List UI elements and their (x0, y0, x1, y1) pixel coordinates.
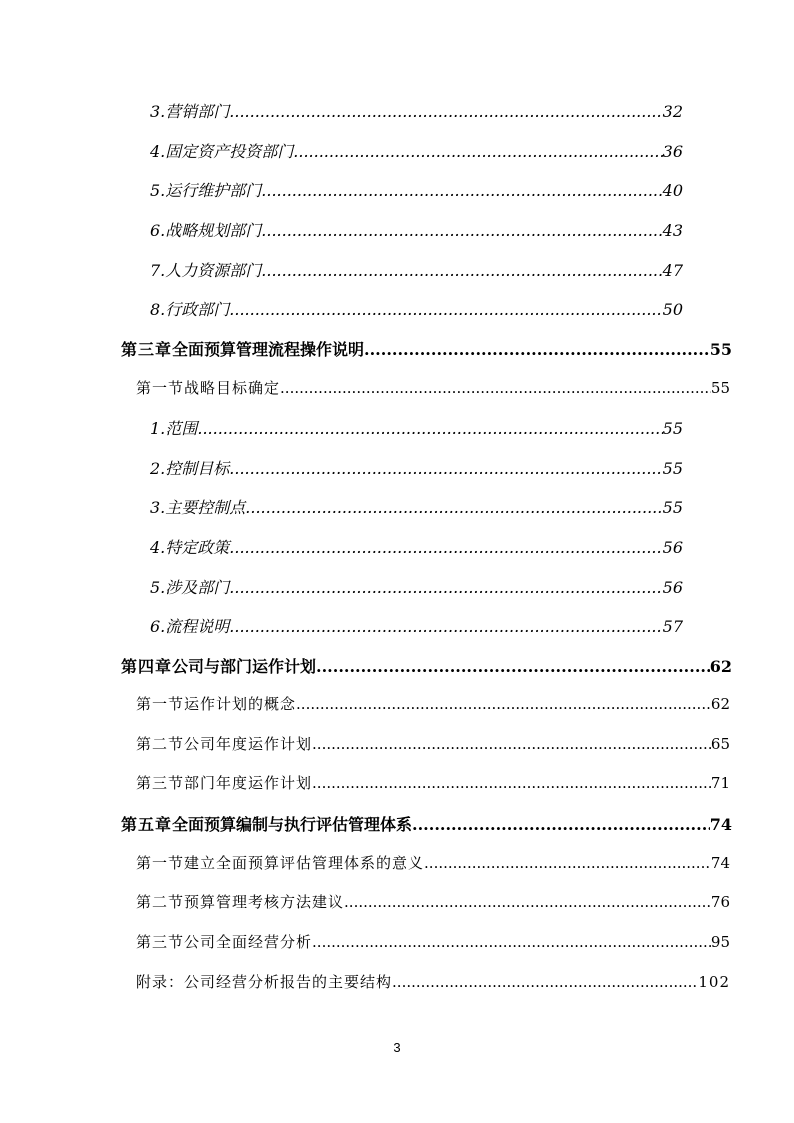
toc-entry-page: 55 (662, 459, 683, 478)
toc-appendix-title: 公司经营分析报告的主要结构 (184, 973, 393, 991)
toc-leader-dots (261, 261, 662, 280)
toc-entry-number: 6. (150, 221, 166, 240)
toc-leader-dots (392, 973, 698, 991)
toc-entry-number: 4. (150, 538, 166, 557)
toc-entry-title: 固定资产投资部门 (165, 142, 294, 161)
toc-leader-dots (412, 815, 710, 834)
toc-chapter-number: 第三章 (121, 340, 173, 359)
toc-entry-page: 95 (710, 933, 730, 951)
toc-entry-page: 40 (662, 181, 683, 200)
toc-entry[interactable] (150, 297, 683, 320)
toc-entry-page: 55 (710, 379, 730, 397)
toc-section-entry[interactable] (136, 733, 730, 754)
toc-section-entry[interactable] (136, 377, 730, 398)
toc-section-title: 部门年度运作计划 (184, 774, 313, 792)
toc-section-entry[interactable] (136, 931, 730, 952)
toc-section-title: 运作计划的概念 (184, 695, 297, 713)
toc-chapter-title: 全面预算管理流程操作说明 (172, 340, 365, 359)
toc-entry-number: 3. (150, 498, 166, 517)
toc-entry-page: 102 (698, 973, 730, 991)
toc-entry-page: 55 (662, 498, 683, 517)
toc-entry-page: 71 (710, 774, 730, 792)
toc-entry-page: 57 (662, 617, 683, 636)
toc-leader-dots (229, 578, 662, 597)
toc-chapter-number: 第五章 (121, 815, 173, 834)
toc-entry-number: 6. (150, 617, 166, 636)
toc-entry-page: 74 (710, 854, 730, 872)
toc-leader-dots (312, 735, 711, 753)
toc-entry-page: 47 (662, 261, 683, 280)
toc-section-number: 第三节 (136, 774, 185, 792)
toc-entry[interactable] (150, 614, 683, 637)
toc-section-number: 第三节 (136, 933, 185, 951)
toc-entry[interactable] (150, 416, 683, 439)
toc-entry[interactable] (150, 535, 683, 558)
toc-entry-title: 流程说明 (165, 617, 230, 636)
toc-entry[interactable] (150, 139, 683, 162)
toc-chapter-title: 全面预算编制与执行评估管理体系 (172, 815, 413, 834)
toc-entry-number: 5. (150, 578, 166, 597)
toc-entry-title: 范围 (165, 419, 198, 438)
toc-entry-page: 62 (710, 695, 730, 713)
toc-entry-number: 2. (150, 459, 166, 478)
toc-leader-dots (344, 893, 711, 911)
toc-entry-page: 56 (662, 578, 683, 597)
toc-entry-number: 1. (150, 419, 166, 438)
toc-leader-dots (312, 774, 711, 792)
toc-entry[interactable] (150, 456, 683, 479)
toc-section-title: 建立全面预算评估管理体系的意义 (184, 854, 425, 872)
toc-section-number: 第一节 (136, 854, 185, 872)
toc-section-number: 第一节 (136, 695, 185, 713)
toc-chapter-number: 第四章 (121, 657, 173, 676)
toc-leader-dots (245, 498, 662, 517)
toc-entry[interactable] (150, 495, 683, 518)
toc-entry-page: 76 (710, 893, 730, 911)
toc-entry-page: 50 (662, 300, 683, 319)
toc-chapter-title: 公司与部门运作计划 (172, 657, 317, 676)
toc-entry-title: 行政部门 (165, 300, 230, 319)
toc-section-entry[interactable] (136, 772, 730, 793)
toc-section-title: 预算管理考核方法建议 (184, 893, 345, 911)
toc-chapter-entry[interactable] (121, 654, 732, 677)
toc-entry-title: 运行维护部门 (165, 181, 262, 200)
toc-leader-dots (229, 102, 662, 121)
toc-entry-title: 控制目标 (165, 459, 230, 478)
toc-section-entry[interactable] (136, 852, 730, 873)
toc-entry-title: 营销部门 (165, 102, 230, 121)
toc-entry-title: 涉及部门 (165, 578, 230, 597)
toc-leader-dots (261, 181, 662, 200)
toc-entry-number: 8. (150, 300, 166, 319)
toc-entry-page: 55 (662, 419, 683, 438)
toc-entry-page: 55 (709, 340, 732, 359)
toc-entry-page: 32 (662, 102, 683, 121)
toc-entry-page: 74 (709, 815, 732, 834)
toc-section-entry[interactable] (136, 891, 730, 912)
toc-entry-number: 3. (150, 102, 166, 121)
toc-entry-page: 65 (710, 735, 730, 753)
toc-leader-dots (229, 617, 662, 636)
toc-entry-number: 5. (150, 181, 166, 200)
toc-entry-number: 4. (150, 142, 166, 161)
toc-leader-dots (364, 340, 710, 359)
toc-section-title: 公司全面经营分析 (184, 933, 313, 951)
toc-leader-dots (197, 419, 662, 438)
toc-leader-dots (316, 657, 710, 676)
toc-appendix-label: 附录： (136, 973, 185, 991)
toc-entry-page: 56 (662, 538, 683, 557)
page-number: 3 (393, 1040, 401, 1055)
toc-section-number: 第二节 (136, 735, 185, 753)
toc-appendix-entry[interactable] (136, 971, 730, 992)
toc-section-number: 第一节 (136, 379, 185, 397)
toc-section-number: 第二节 (136, 893, 185, 911)
toc-chapter-entry[interactable] (121, 337, 732, 360)
toc-entry[interactable] (150, 258, 683, 281)
toc-entry-title: 主要控制点 (165, 498, 246, 517)
toc-entry-title: 人力资源部门 (165, 261, 262, 280)
toc-leader-dots (293, 142, 662, 161)
toc-leader-dots (296, 695, 711, 713)
toc-leader-dots (229, 459, 662, 478)
toc-entry-page: 43 (662, 221, 683, 240)
toc-leader-dots (261, 221, 662, 240)
toc-entry-page: 62 (709, 657, 732, 676)
toc-leader-dots (280, 379, 711, 397)
toc-leader-dots (424, 854, 711, 872)
toc-section-title: 战略目标确定 (184, 379, 281, 397)
toc-entry[interactable] (150, 575, 683, 598)
toc-entry-number: 7. (150, 261, 166, 280)
toc-leader-dots (229, 300, 662, 319)
toc-entry[interactable] (150, 218, 683, 241)
toc-entry-title: 战略规划部门 (165, 221, 262, 240)
toc-entry[interactable] (150, 178, 683, 201)
toc-leader-dots (229, 538, 662, 557)
toc-section-entry[interactable] (136, 693, 730, 714)
toc-chapter-entry[interactable] (121, 812, 732, 835)
toc-leader-dots (312, 933, 711, 951)
toc-entry-title: 特定政策 (165, 538, 230, 557)
toc-entry-page: 36 (662, 142, 683, 161)
toc-entry[interactable] (150, 99, 683, 122)
toc-section-title: 公司年度运作计划 (184, 735, 313, 753)
